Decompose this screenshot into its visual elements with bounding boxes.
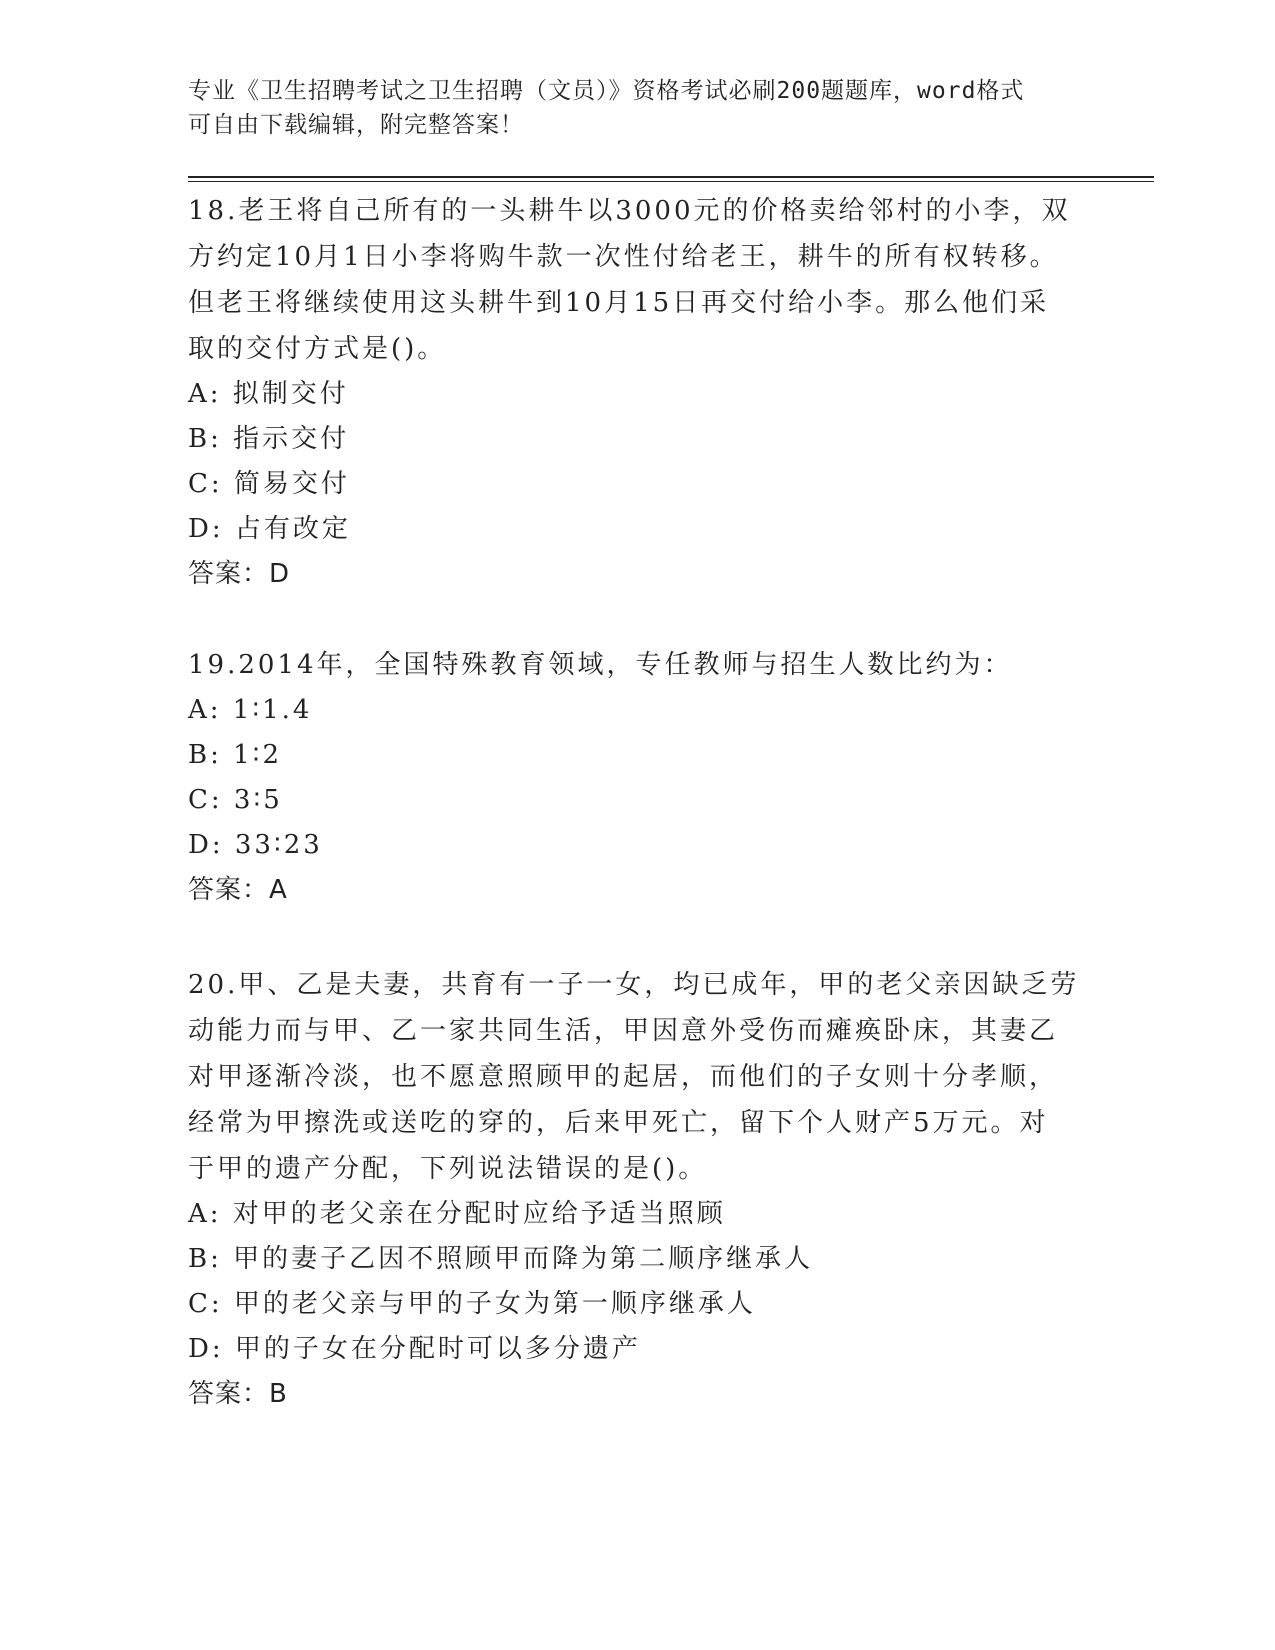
question-text-line: 但老王将继续使用这头耕牛到10月15日再交付给小李。那么他们采 <box>188 288 1050 318</box>
option-d: D: 占有改定 <box>188 514 351 544</box>
question-text-line: 动能力而与甲、乙一家共同生活，甲因意外受伤而瘫痪卧床，其妻乙 <box>188 1016 1059 1046</box>
question-text-line: 19.2014年，全国特殊教育领域，专任教师与招生人数比约为： <box>188 650 1013 680</box>
question-text-line: 方约定10月1日小李将购牛款一次性付给老王，耕牛的所有权转移。 <box>188 242 1059 272</box>
option-d: D: 甲的子女在分配时可以多分遗产 <box>188 1334 641 1364</box>
question-text-line: 取的交付方式是()。 <box>188 334 447 364</box>
answer-label: 答案：B <box>188 1379 288 1409</box>
option-c: C: 3∶5 <box>188 785 283 815</box>
question-19 <box>188 642 1088 913</box>
question-text-line: 于甲的遗产分配，下列说法错误的是()。 <box>188 1154 708 1184</box>
option-a: A: 1∶1.4 <box>188 695 313 725</box>
option-c: C: 甲的老父亲与甲的子女为第一顺序继承人 <box>188 1289 756 1319</box>
option-a: A: 对甲的老父亲在分配时应给予适当照顾 <box>188 1199 726 1229</box>
option-c: C: 简易交付 <box>188 469 350 499</box>
answer-label: 答案：D <box>188 559 291 589</box>
option-b: B: 1∶2 <box>188 740 282 770</box>
header-line-2: 可自由下载编辑，附完整答案！ <box>188 112 524 138</box>
question-text-line: 20.甲、乙是夫妻，共育有一子一女，均已成年，甲的老父亲因缺乏劳 <box>188 970 1080 1000</box>
option-d: D: 33∶23 <box>188 830 323 860</box>
header-divider-thick <box>188 176 1154 178</box>
option-b: B: 甲的妻子乙因不照顾甲而降为第二顺序继承人 <box>188 1244 814 1274</box>
question-text-line: 18.老王将自己所有的一头耕牛以3000元的价格卖给邻村的小李，双 <box>188 196 1071 226</box>
option-b: B: 指示交付 <box>188 424 350 454</box>
header-line-1: 专业《卫生招聘考试之卫生招聘（文员）》资格考试必刷200题题库，word格式 <box>188 78 1025 104</box>
question-text-line: 经常为甲擦洗或送吃的穿的，后来甲死亡，留下个人财产5万元。对 <box>188 1108 1049 1138</box>
option-a: A: 拟制交付 <box>188 379 349 409</box>
header-divider-thin <box>188 181 1154 182</box>
question-text-line: 对甲逐渐冷淡，也不愿意照顾甲的起居，而他们的子女则十分孝顺， <box>188 1062 1059 1092</box>
document-header <box>188 74 1068 142</box>
question-18 <box>188 188 1088 597</box>
answer-label: 答案：A <box>188 875 288 905</box>
question-20 <box>188 962 1088 1417</box>
